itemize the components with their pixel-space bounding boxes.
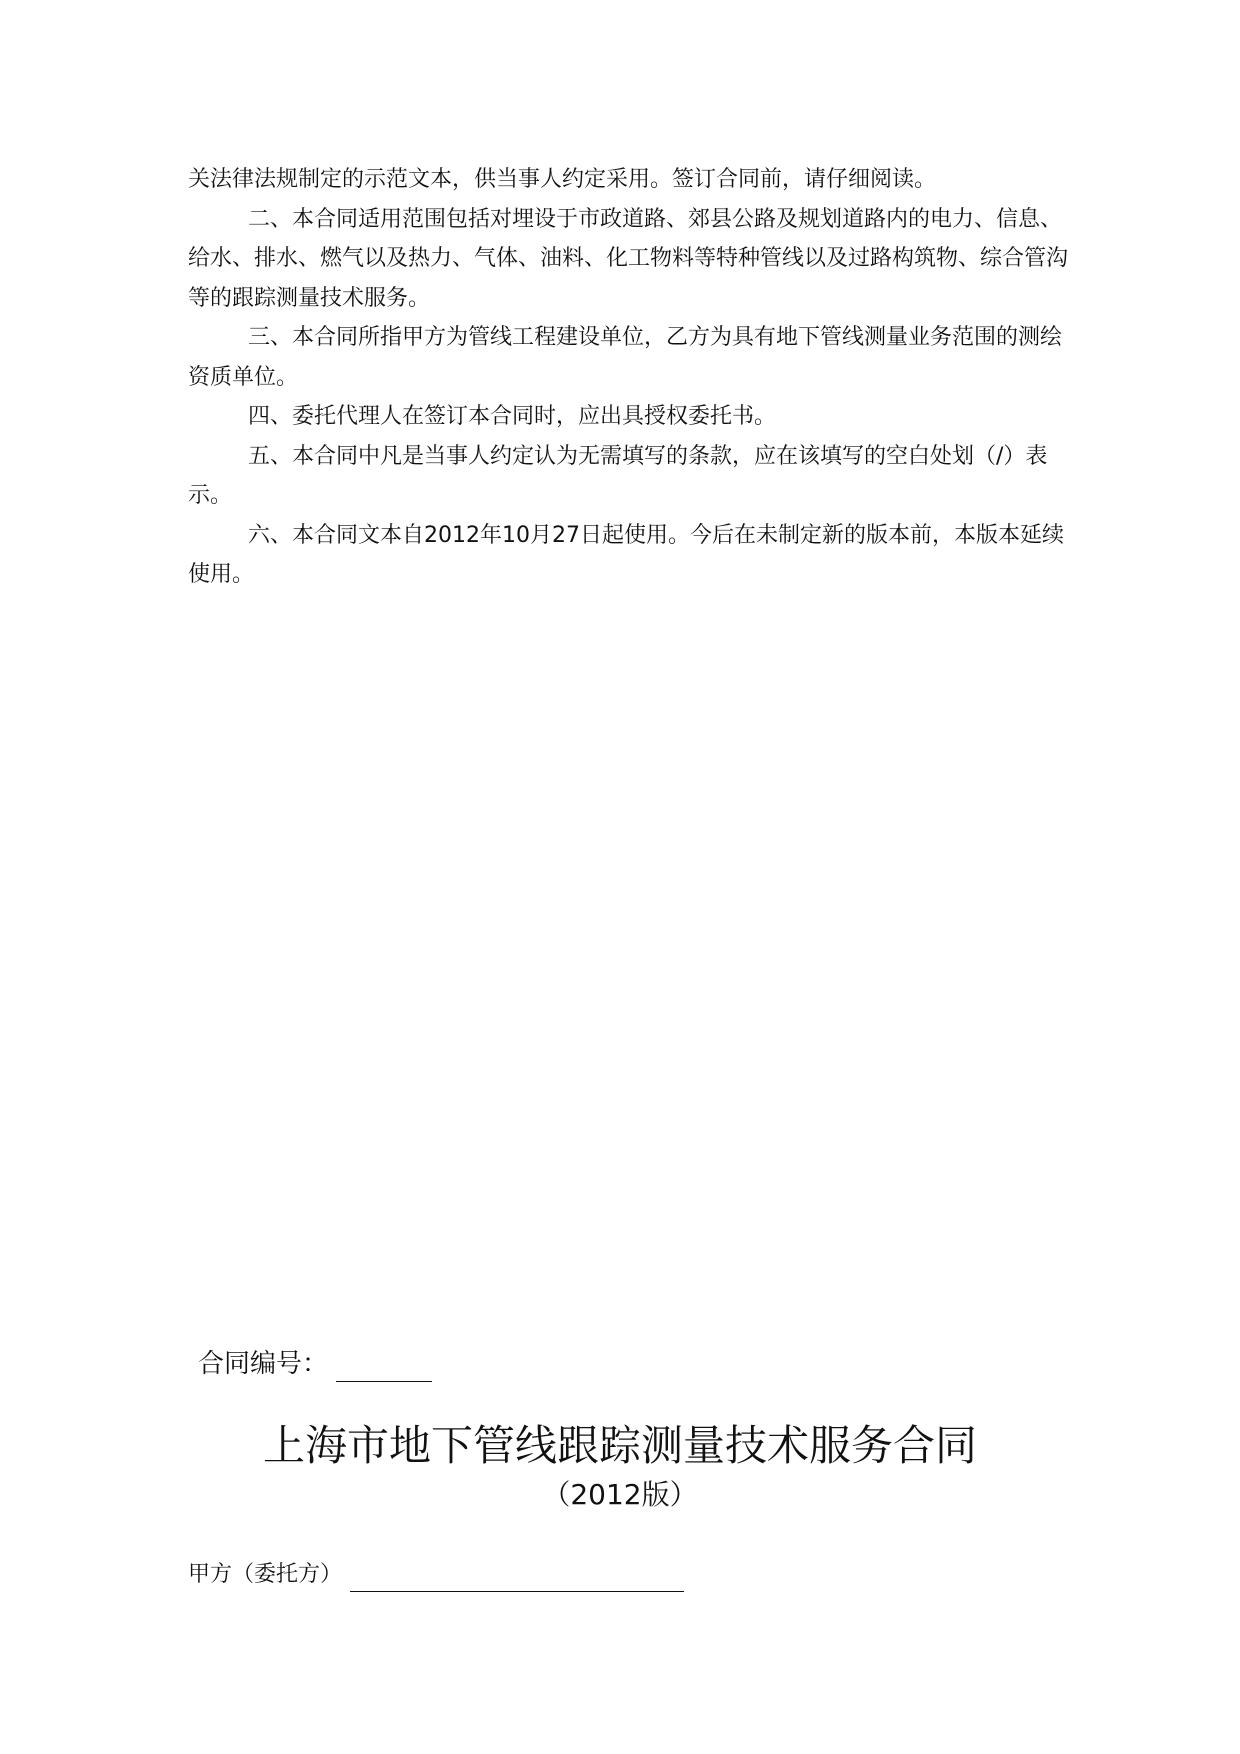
party-a-row <box>188 1558 684 1592</box>
note-paragraph-continued: 关法律法规制定的示范文本，供当事人约定采用。签订合同前，请仔细阅读。 <box>188 167 937 192</box>
note-paragraph-4: 四、委托代理人在签订本合同时，应出具授权委托书。 <box>248 404 777 429</box>
contract-number-label: 合同编号： <box>198 1349 329 1379</box>
usage-notes <box>188 160 1068 595</box>
party-a-label: 甲方（委托方） <box>188 1562 343 1587</box>
note-paragraph-5: 五、本合同中凡是当事人约定认为无需填写的条款，应在该填写的空白处划（/）表示。 <box>188 443 1048 508</box>
note-paragraph-6: 六、本合同文本自2012年10月27日起使用。今后在未制定新的版本前，本版本延续使用。 <box>188 522 1064 587</box>
note-paragraph-3: 三、本合同所指甲方为管线工程建设单位，乙方为具有地下管线测量业务范围的测绘资质单位。 <box>188 325 1063 390</box>
contract-edition: （2012版） <box>542 1478 698 1511</box>
note-paragraph-2: 二、本合同适用范围包括对埋设于市政道路、郊县公路及规划道路内的电力、信息、给水、排水、燃气以及热力、气体、油料、化工物料等特种管线以及过路构筑物、综合管沟等的跟踪测量技术服务。 <box>188 206 1069 311</box>
contract-number-row <box>198 1346 432 1382</box>
party-a-blank <box>350 1563 684 1592</box>
contract-title: 上海市地下管线跟踪测量技术服务合同 <box>262 1421 977 1470</box>
contract-number-blank <box>336 1353 432 1382</box>
